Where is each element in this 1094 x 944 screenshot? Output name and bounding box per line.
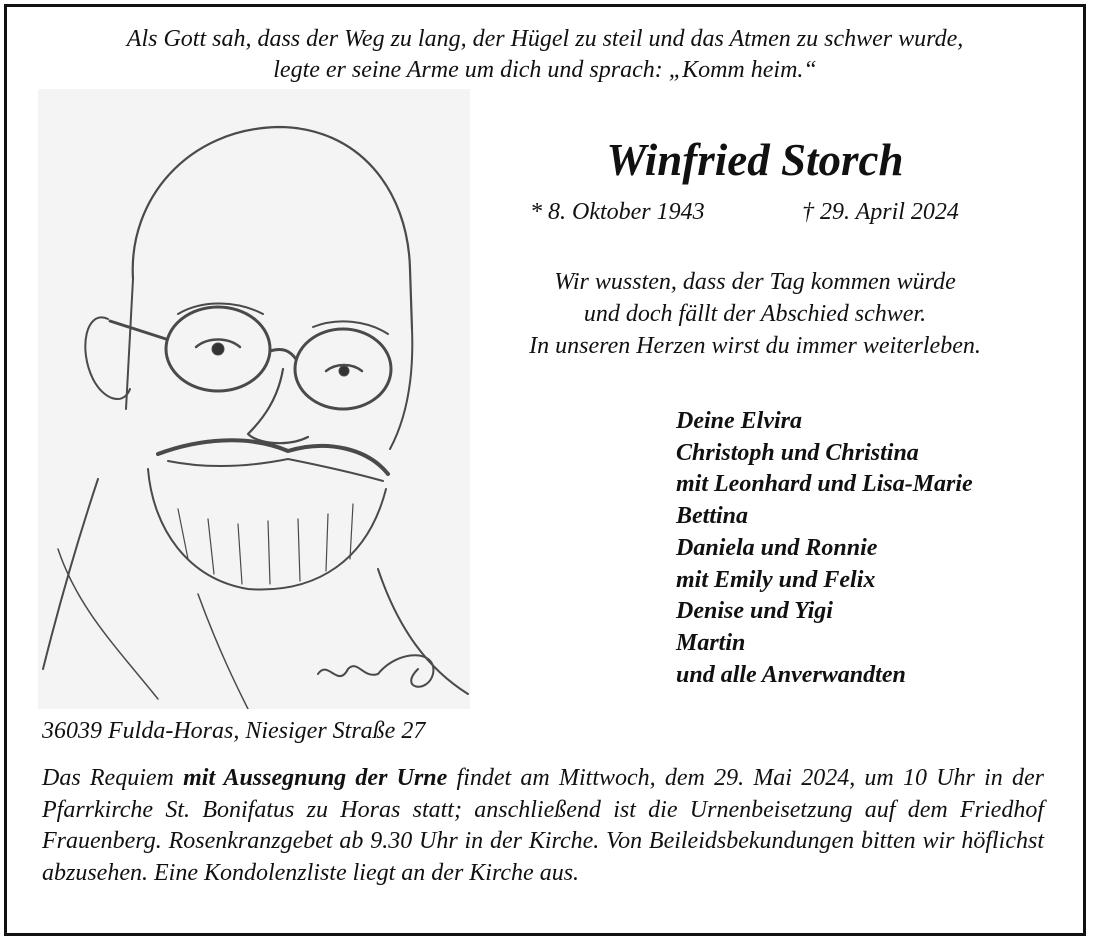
- family-member: Deine Elvira: [676, 408, 802, 434]
- poem-line: Wir wussten, dass der Tag kommen würde: [554, 269, 956, 295]
- service-details: [42, 763, 1044, 889]
- family-list: [676, 406, 973, 691]
- death-date: † 29. April 2024: [802, 199, 959, 225]
- family-member: mit Emily und Felix: [676, 566, 876, 593]
- poem-line: und doch fällt der Abschied schwer.: [583, 301, 927, 327]
- family-member: Martin: [676, 629, 746, 656]
- quote-line-1: Als Gott sah, dass der Weg zu lang, der Hügel zu steil und das Atmen zu schwer wurde,: [126, 26, 964, 52]
- poem-line: In unseren Herzen wirst du immer weiterleben.: [529, 333, 981, 359]
- details-bold-text: mit Aussegnung der Urne: [183, 765, 448, 791]
- birth-date: * 8. Oktober 1943: [530, 199, 705, 225]
- details-text: Das Requiem: [42, 765, 184, 791]
- details-text: findet am Mittwoch, dem 29. Mai 2024, um 10 Uhr in der Pfarrkirche St. Bonifatus zu Horas statt; anschließend ist die Urnenbeisetzung auf dem Friedhof Frauenberg. Rosenkranzgebet ab 9.30 Uhr in der Kirche. Von Beileidsbekundungen bitten wir höflichst abzusehen. Eine Kondolenzliste liegt an der Kirche aus.: [42, 765, 1045, 886]
- memorial-poem: [480, 266, 1030, 362]
- portrait-sketch: [38, 89, 470, 709]
- family-member: Daniela und Ronnie: [676, 534, 878, 561]
- family-member: Christoph und Christina: [676, 439, 919, 466]
- quote-line-2: legte er seine Arme um dich und sprach: „Komm heim.“: [273, 57, 817, 83]
- opening-quote: [30, 24, 1060, 86]
- portrait-sketch-icon: [38, 89, 470, 709]
- family-member: Bettina: [676, 503, 749, 530]
- family-member: und alle Anverwandten: [676, 661, 906, 688]
- deceased-name: Winfried Storch: [606, 135, 904, 185]
- family-member: Denise und Yigi: [676, 598, 833, 625]
- family-member: mit Leonhard und Lisa-Marie: [676, 471, 973, 498]
- address: 36039 Fulda-Horas, Niesiger Straße 27: [42, 718, 426, 744]
